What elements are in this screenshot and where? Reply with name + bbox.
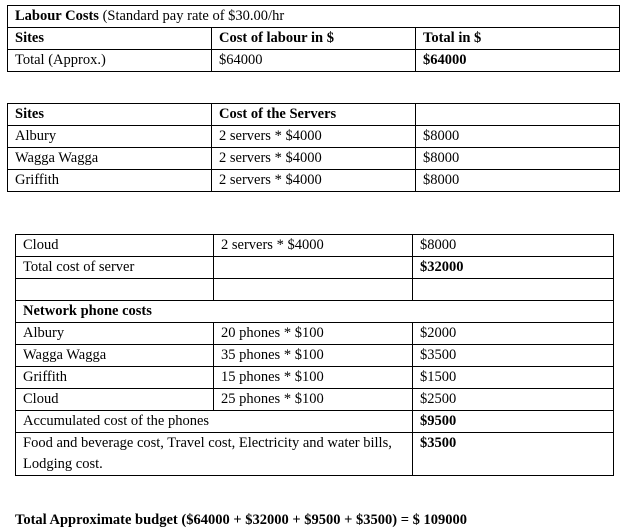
phone-total: $3500 bbox=[413, 345, 614, 367]
labour-row-total: $64000 bbox=[416, 50, 620, 72]
table-row bbox=[16, 323, 614, 345]
phone-site: Cloud bbox=[16, 389, 214, 411]
accumulated-phones-row bbox=[16, 411, 614, 433]
phone-site: Wagga Wagga bbox=[16, 345, 214, 367]
server-site: Wagga Wagga bbox=[8, 148, 212, 170]
misc-costs-row bbox=[16, 433, 614, 476]
accumulated-label: Accumulated cost of the phones bbox=[16, 411, 413, 433]
table-row bbox=[8, 170, 620, 192]
misc-value: $3500 bbox=[413, 433, 614, 476]
phone-cost: 20 phones * $100 bbox=[214, 323, 413, 345]
server-header-cost: Cost of the Servers bbox=[212, 104, 416, 126]
phone-total: $2500 bbox=[413, 389, 614, 411]
cloud-total: $8000 bbox=[413, 235, 614, 257]
server-header-empty bbox=[416, 104, 620, 126]
misc-label: Food and beverage cost, Travel cost, Electricity and water bills, Lodging cost. bbox=[16, 433, 413, 476]
phone-total: $2000 bbox=[413, 323, 614, 345]
misc-costs-table bbox=[15, 234, 614, 476]
total-server-empty bbox=[214, 257, 413, 279]
labour-title-bold: Labour Costs bbox=[15, 8, 99, 24]
empty-cell bbox=[16, 279, 214, 301]
labour-header-cost: Cost of labour in $ bbox=[212, 28, 416, 50]
labour-header-total: Total in $ bbox=[416, 28, 620, 50]
labour-header-row bbox=[8, 28, 620, 50]
phones-header-row bbox=[16, 301, 614, 323]
server-header-row bbox=[8, 104, 620, 126]
table-row bbox=[16, 367, 614, 389]
server-total: $8000 bbox=[416, 126, 620, 148]
phone-site: Griffith bbox=[16, 367, 214, 389]
cloud-cost: 2 servers * $4000 bbox=[214, 235, 413, 257]
accumulated-value: $9500 bbox=[413, 411, 614, 433]
server-costs-table bbox=[7, 103, 620, 192]
labour-title-rest: (Standard pay rate of $30.00/hr bbox=[98, 8, 285, 24]
phones-header: Network phone costs bbox=[16, 301, 614, 323]
server-header-sites: Sites bbox=[8, 104, 212, 126]
server-total: $8000 bbox=[416, 170, 620, 192]
server-total: $8000 bbox=[416, 148, 620, 170]
table-row bbox=[8, 148, 620, 170]
table-row bbox=[8, 126, 620, 148]
cloud-site: Cloud bbox=[16, 235, 214, 257]
total-budget: Total Approximate budget ($64000 + $32000 + $9500 + $3500) = $ 109000 bbox=[15, 512, 467, 528]
labour-title-cell bbox=[8, 6, 620, 28]
labour-row-cost: $64000 bbox=[212, 50, 416, 72]
total-server-value: $32000 bbox=[413, 257, 614, 279]
total-server-label: Total cost of server bbox=[16, 257, 214, 279]
empty-cell bbox=[413, 279, 614, 301]
phone-cost: 25 phones * $100 bbox=[214, 389, 413, 411]
table-row bbox=[16, 389, 614, 411]
table-row bbox=[16, 345, 614, 367]
server-cost: 2 servers * $4000 bbox=[212, 170, 416, 192]
labour-title-row bbox=[8, 6, 620, 28]
cloud-server-row bbox=[16, 235, 614, 257]
phone-cost: 15 phones * $100 bbox=[214, 367, 413, 389]
labour-total-row bbox=[8, 50, 620, 72]
total-server-row bbox=[16, 257, 614, 279]
server-site: Albury bbox=[8, 126, 212, 148]
labour-header-sites: Sites bbox=[8, 28, 212, 50]
labour-costs-table bbox=[7, 5, 620, 72]
server-site: Griffith bbox=[8, 170, 212, 192]
phone-cost: 35 phones * $100 bbox=[214, 345, 413, 367]
empty-row bbox=[16, 279, 614, 301]
phone-total: $1500 bbox=[413, 367, 614, 389]
phone-site: Albury bbox=[16, 323, 214, 345]
empty-cell bbox=[214, 279, 413, 301]
server-cost: 2 servers * $4000 bbox=[212, 148, 416, 170]
labour-row-label: Total (Approx.) bbox=[8, 50, 212, 72]
server-cost: 2 servers * $4000 bbox=[212, 126, 416, 148]
